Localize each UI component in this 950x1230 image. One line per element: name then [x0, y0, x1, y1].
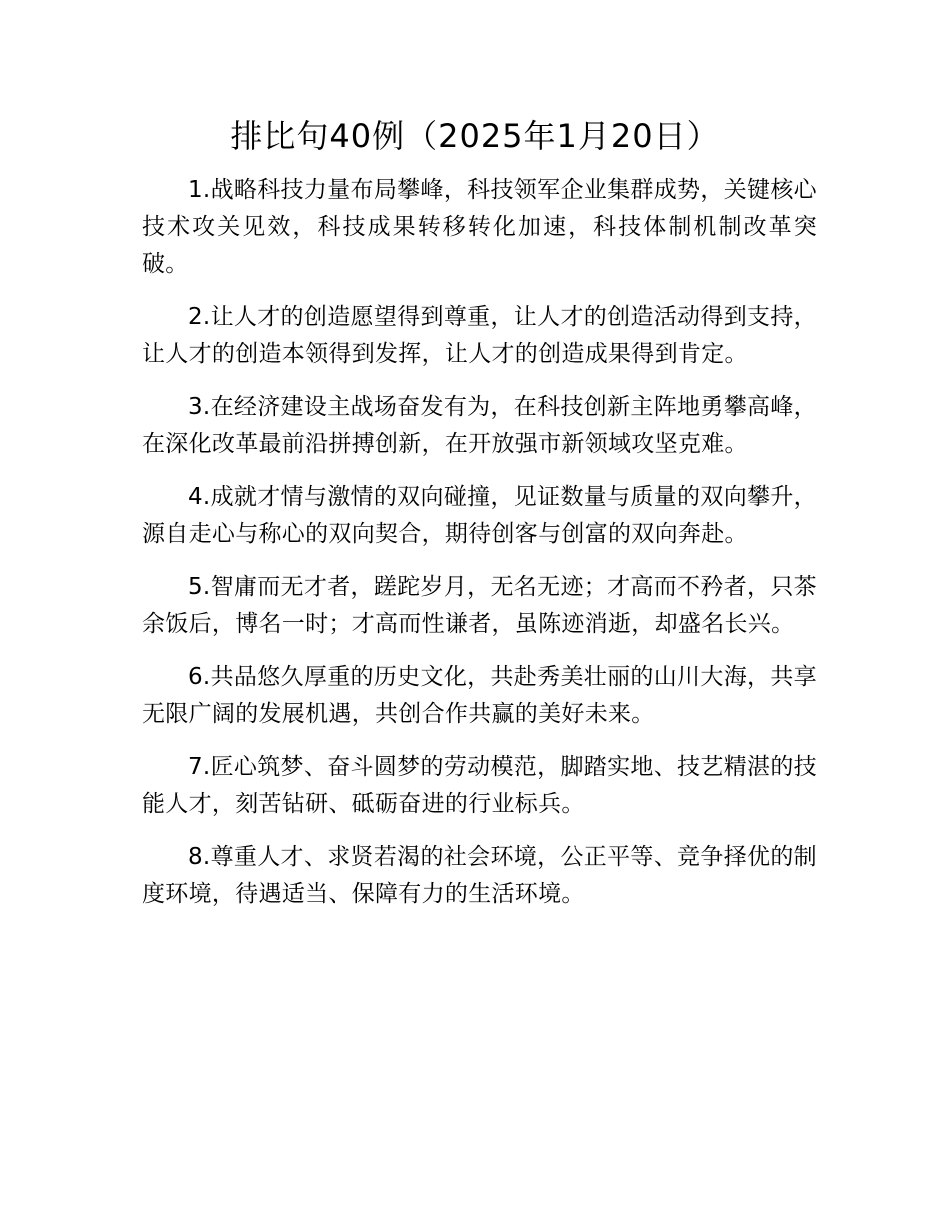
paragraph-5: 5.智庸而无才者，蹉跎岁月，无名无迹；才高而不矜者，只茶余饭后，博名一时；才高而性谦者，虽陈迹消逝，却盛名长兴。 — [142, 574, 817, 637]
paragraph-6: 6.共品悠久厚重的历史文化，共赴秀美壮丽的山川大海，共享无限广阔的发展机遇，共创合作共赢的美好未来。 — [142, 664, 817, 727]
document-body — [142, 172, 817, 929]
paragraph-7: 7.匠心筑梦、奋斗圆梦的劳动模范，脚踏实地、技艺精湛的技能人才，刻苦钻研、砥砺奋进的行业标兵。 — [142, 754, 817, 817]
paragraph-1: 1.战略科技力量布局攀峰，科技领军企业集群成势，关键核心技术攻关见效，科技成果转移转化加速，科技体制机制改革突破。 — [142, 177, 817, 277]
paragraph-4: 4.成就才情与激情的双向碰撞，见证数量与质量的双向攀升，源自走心与称心的双向契合，期待创客与创富的双向奔赴。 — [142, 484, 817, 547]
paragraph-3: 3.在经济建设主战场奋发有为，在科技创新主阵地勇攀高峰，在深化改革最前沿拼搏创新，在开放强市新领域攻坚克难。 — [142, 394, 817, 457]
paragraph-8: 8.尊重人才、求贤若渴的社会环境，公正平等、竞争择优的制度环境，待遇适当、保障有力的生活环境。 — [142, 844, 817, 907]
document-title: 排比句40例（2025年1月20日） — [230, 117, 720, 155]
paragraph-2: 2.让人才的创造愿望得到尊重，让人才的创造活动得到支持，让人才的创造本领得到发挥，让人才的创造成果得到肯定。 — [142, 304, 817, 367]
